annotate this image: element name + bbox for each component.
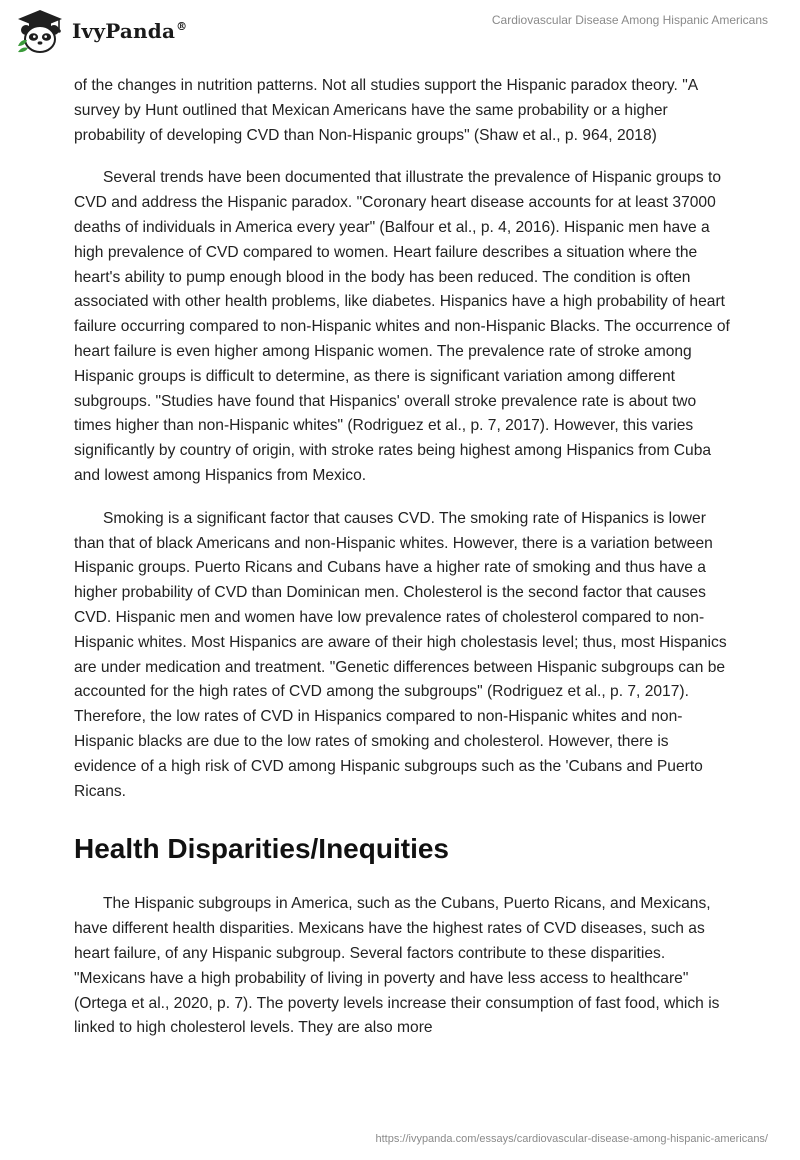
document-title: Cardiovascular Disease Among Hispanic Americans xyxy=(491,13,768,27)
essay-body xyxy=(74,74,734,1059)
page-header xyxy=(0,0,800,62)
source-url[interactable]: https://ivypanda.com/essays/cardiovascular-disease-among-hispanic-americans/ xyxy=(375,1133,768,1145)
panda-graduate-icon xyxy=(14,8,66,54)
paragraph: Smoking is a significant factor that causes CVD. The smoking rate of Hispanics is lower than that of black Americans and non-Hispanic whites. However, there is a variation between Hispanic groups. Puerto Ricans and Cubans have a higher rate of smoking and thus have a higher probability of CVD than Dominican men. Cholesterol is the second factor that causes CVD. Hispanic men and women have low prevalence rates of cholesterol compared to non-Hispanic whites. Most Hispanics are aware of their high cholestasis level; thus, most Hispanics are under medication and treatment. "Genetic differences between Hispanic subgroups can be accounted for the high rates of CVD among the subgroups" (Rodriguez et al., p. 7, 2017). Therefore, the low rates of CVD in Hispanics compared to non-Hispanic whites and non-Hispanic blacks are due to the low rates of smoking and cholesterol. However, there is evidence of a high risk of CVD among Hispanic subgroups such as the 'Cubans and Puerto Ricans. xyxy=(74,509,727,800)
section-heading: Health Disparities/Inequities xyxy=(74,833,449,865)
paragraph: The Hispanic subgroups in America, such as the Cubans, Puerto Ricans, and Mexicans, have different health disparities. Mexicans have the highest rates of CVD diseases, such as heart failure, of any Hispanic subgroup. Several factors contribute to these disparities. "Mexicans have a high probability of living in poverty and have less access to healthcare" (Ortega et al., 2020, p. 7). The poverty levels increase their consumption of fast food, which is linked to high cholesterol levels. They are also more xyxy=(74,895,720,1037)
paragraph: Several trends have been documented that illustrate the prevalence of Hispanic groups to CVD and address the Hispanic paradox. "Coronary heart disease accounts for at least 37000 deaths of individuals in America every year" (Balfour et al., p. 4, 2016). Hispanic men have a high prevalence of CVD compared to women. Heart failure describes a situation where the heart's ability to pump enough blood in the body has been reduced. The condition is often associated with other health problems, like diabetes. Hispanics have a high probability of heart failure occurring compared to non-Hispanic whites and non-Hispanic Blacks. The occurrence of heart failure is even higher among Hispanic women. The prevalence rate of stroke among Hispanic groups is difficult to determine, as there is significant variation among different subgroups. "Studies have found that Hispanics' overall stroke prevalence rate is about two times higher than non-Hispanic whites" (Rodriguez et al., p. 7, 2017). However, this varies significantly by country of origin, with stroke rates being highest among Hispanics from Cuba and lowest among Hispanics from Mexico. xyxy=(74,169,730,484)
paragraph: of the changes in nutrition patterns. Not all studies support the Hispanic paradox theory. "A survey by Hunt outlined that Mexican Americans have the same probability or a higher probability of developing CVD than Non-Hispanic groups" (Shaw et al., p. 964, 2018) xyxy=(74,77,698,144)
brand-name: IvyPanda® xyxy=(72,19,188,43)
registered-mark: ® xyxy=(176,20,188,34)
logo[interactable] xyxy=(14,8,187,54)
